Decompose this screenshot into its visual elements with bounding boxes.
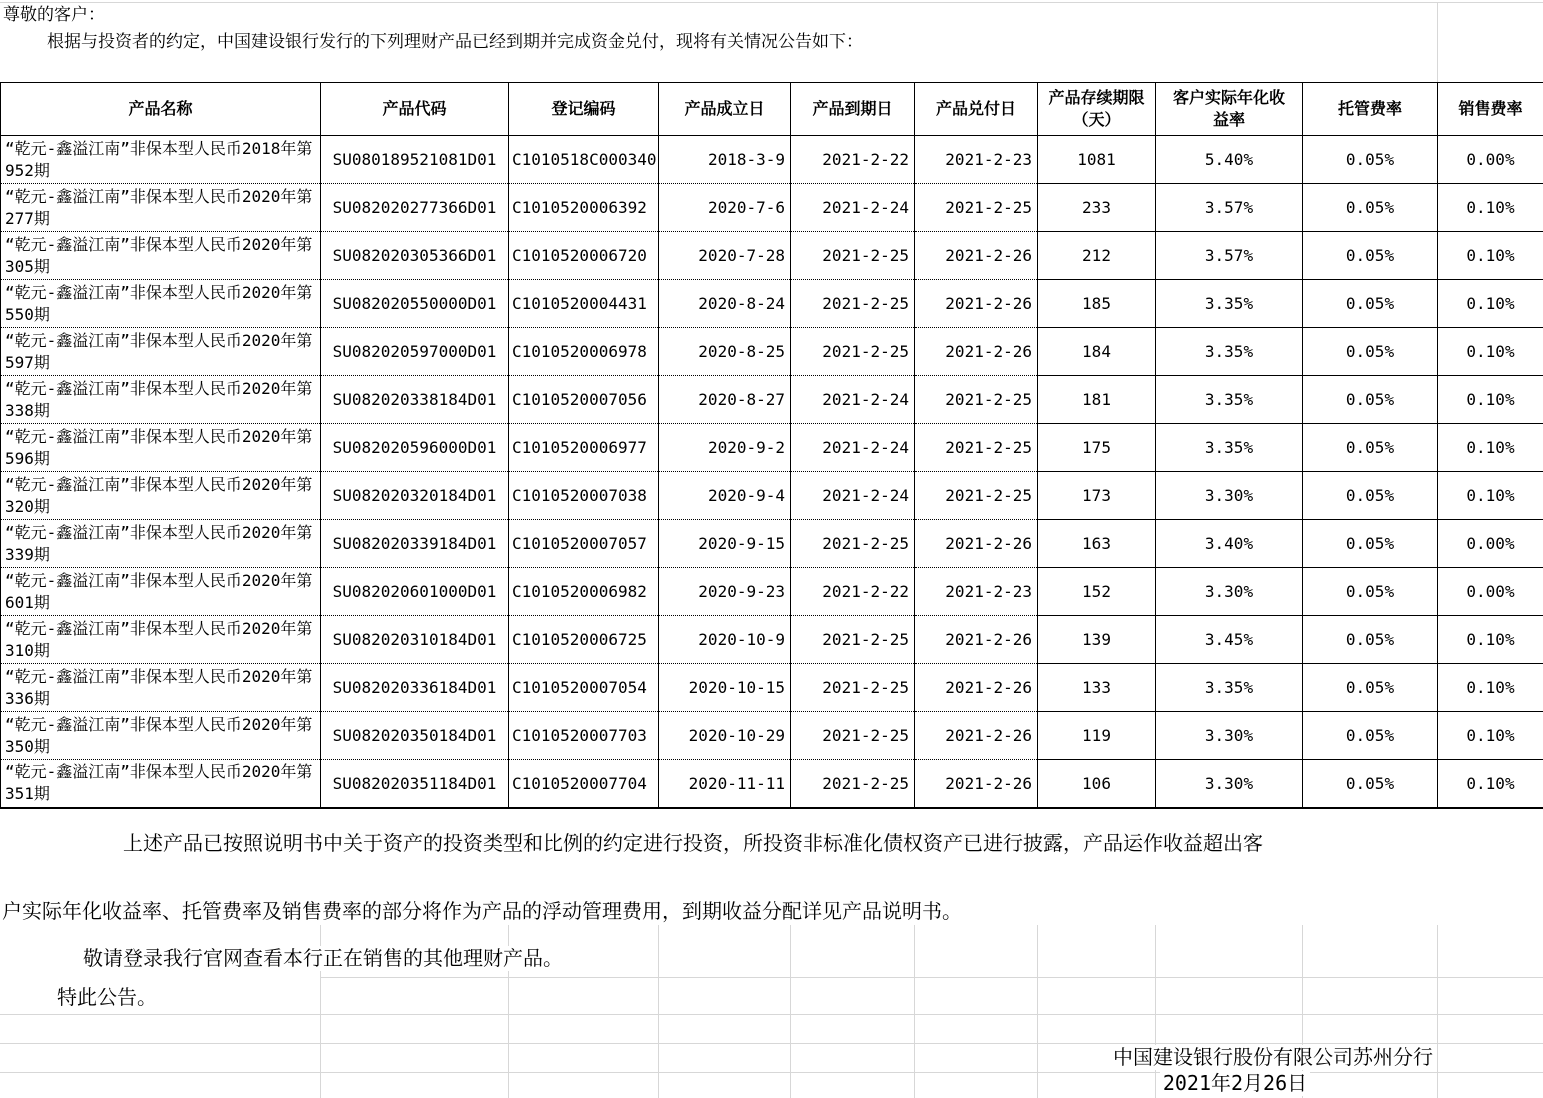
cell-yield: 3.30% <box>1156 568 1303 616</box>
cell-sales: 0.00% <box>1438 520 1543 568</box>
cell-days: 133 <box>1038 664 1156 712</box>
cell-custody: 0.05% <box>1303 136 1438 184</box>
cell-sales: 0.00% <box>1438 136 1543 184</box>
cell-reg: C1010520007057 <box>509 520 659 568</box>
cell-reg: C1010520006982 <box>509 568 659 616</box>
cell-payment: 2021-2-23 <box>915 136 1038 184</box>
cell-reg: C1010520004431 <box>509 280 659 328</box>
cell-reg: C1010518C000340 <box>509 136 659 184</box>
cell-start: 2020-9-15 <box>659 520 791 568</box>
intro-salutation: 尊敬的客户： <box>3 5 105 25</box>
cell-maturity: 2021-2-25 <box>791 520 915 568</box>
cell-sales: 0.00% <box>1438 568 1543 616</box>
issuer-signature: 中国建设银行股份有限公司苏州分行 <box>1113 1045 1433 1069</box>
footer-paragraph-1: 上述产品已按照说明书中关于资产的投资类型和比例的约定进行投资，所投资非标准化债权资产已进行披露，产品运作收益超出客 <box>123 831 1263 855</box>
cell-payment: 2021-2-23 <box>915 568 1038 616</box>
cell-name: “乾元-鑫溢江南”非保本型人民币2020年第350期 <box>1 712 321 760</box>
cell-name: “乾元-鑫溢江南”非保本型人民币2020年第305期 <box>1 232 321 280</box>
gridline <box>1437 925 1438 1098</box>
cell-start: 2020-9-2 <box>659 424 791 472</box>
cell-yield: 3.35% <box>1156 664 1303 712</box>
gridline <box>1437 2 1438 82</box>
cell-custody: 0.05% <box>1303 520 1438 568</box>
cell-days: 212 <box>1038 232 1156 280</box>
cell-code: SU082020320184D01 <box>321 472 509 520</box>
announcement-date: 2021年2月26日 <box>1160 1071 1310 1096</box>
table-row <box>1 664 1543 712</box>
cell-yield: 3.57% <box>1156 232 1303 280</box>
gridline <box>1037 925 1038 1098</box>
cell-maturity: 2021-2-24 <box>791 184 915 232</box>
cell-custody: 0.05% <box>1303 664 1438 712</box>
cell-sales: 0.10% <box>1438 616 1543 664</box>
cell-name: “乾元-鑫溢江南”非保本型人民币2018年第952期 <box>1 136 321 184</box>
cell-name: “乾元-鑫溢江南”非保本型人民币2020年第550期 <box>1 280 321 328</box>
cell-code: SU082020601000D01 <box>321 568 509 616</box>
cell-sales: 0.10% <box>1438 328 1543 376</box>
cell-reg: C1010520007054 <box>509 664 659 712</box>
cell-start: 2020-10-29 <box>659 712 791 760</box>
column-header-custody: 托管费率 <box>1303 83 1438 136</box>
column-header-reg: 登记编码 <box>509 83 659 136</box>
cell-yield: 3.35% <box>1156 280 1303 328</box>
cell-payment: 2021-2-25 <box>915 184 1038 232</box>
cell-custody: 0.05% <box>1303 232 1438 280</box>
table-row <box>1 424 1543 472</box>
cell-custody: 0.05% <box>1303 184 1438 232</box>
table-row <box>1 760 1543 808</box>
footer-paragraph-2: 户实际年化收益率、托管费率及销售费率的部分将作为产品的浮动管理费用，到期收益分配详见产品说明书。 <box>2 899 962 923</box>
cell-code: SU082020550000D01 <box>321 280 509 328</box>
products-table-grid <box>0 82 1543 809</box>
cell-code: SU082020339184D01 <box>321 520 509 568</box>
cell-yield: 3.30% <box>1156 760 1303 808</box>
gridline <box>0 2 1543 3</box>
cell-reg: C1010520007056 <box>509 376 659 424</box>
cell-yield: 3.30% <box>1156 472 1303 520</box>
cell-code: SU082020350184D01 <box>321 712 509 760</box>
cell-sales: 0.10% <box>1438 424 1543 472</box>
gridline <box>0 1014 1543 1015</box>
cell-name: “乾元-鑫溢江南”非保本型人民币2020年第277期 <box>1 184 321 232</box>
footer-paragraph-4: 特此公告。 <box>57 985 157 1009</box>
cell-start: 2020-8-27 <box>659 376 791 424</box>
cell-reg: C1010520006725 <box>509 616 659 664</box>
cell-sales: 0.10% <box>1438 664 1543 712</box>
cell-payment: 2021-2-26 <box>915 280 1038 328</box>
cell-yield: 3.35% <box>1156 376 1303 424</box>
cell-custody: 0.05% <box>1303 424 1438 472</box>
cell-maturity: 2021-2-25 <box>791 232 915 280</box>
cell-yield: 3.35% <box>1156 328 1303 376</box>
cell-start: 2020-10-15 <box>659 664 791 712</box>
cell-reg: C1010520006392 <box>509 184 659 232</box>
table-row <box>1 232 1543 280</box>
header-row <box>1 83 1543 136</box>
cell-start: 2020-9-23 <box>659 568 791 616</box>
cell-code: SU082020597000D01 <box>321 328 509 376</box>
cell-days: 163 <box>1038 520 1156 568</box>
cell-payment: 2021-2-26 <box>915 328 1038 376</box>
cell-payment: 2021-2-26 <box>915 760 1038 808</box>
cell-code: SU082020277366D01 <box>321 184 509 232</box>
cell-name: “乾元-鑫溢江南”非保本型人民币2020年第310期 <box>1 616 321 664</box>
cell-payment: 2021-2-26 <box>915 520 1038 568</box>
cell-name: “乾元-鑫溢江南”非保本型人民币2020年第339期 <box>1 520 321 568</box>
cell-code: SU082020305366D01 <box>321 232 509 280</box>
cell-start: 2020-11-11 <box>659 760 791 808</box>
cell-custody: 0.05% <box>1303 616 1438 664</box>
cell-start: 2020-10-9 <box>659 616 791 664</box>
cell-name: “乾元-鑫溢江南”非保本型人民币2020年第597期 <box>1 328 321 376</box>
cell-start: 2020-8-24 <box>659 280 791 328</box>
cell-maturity: 2021-2-25 <box>791 664 915 712</box>
cell-code: SU082020338184D01 <box>321 376 509 424</box>
cell-maturity: 2021-2-22 <box>791 568 915 616</box>
cell-custody: 0.05% <box>1303 376 1438 424</box>
table-row <box>1 280 1543 328</box>
cell-code: SU082020596000D01 <box>321 424 509 472</box>
cell-days: 106 <box>1038 760 1156 808</box>
cell-custody: 0.05% <box>1303 328 1438 376</box>
cell-yield: 5.40% <box>1156 136 1303 184</box>
products-table <box>0 82 1543 809</box>
cell-payment: 2021-2-26 <box>915 664 1038 712</box>
cell-start: 2020-9-4 <box>659 472 791 520</box>
cell-maturity: 2021-2-24 <box>791 424 915 472</box>
cell-days: 184 <box>1038 328 1156 376</box>
cell-yield: 3.40% <box>1156 520 1303 568</box>
cell-maturity: 2021-2-25 <box>791 712 915 760</box>
cell-days: 173 <box>1038 472 1156 520</box>
cell-payment: 2021-2-26 <box>915 712 1038 760</box>
cell-yield: 3.45% <box>1156 616 1303 664</box>
cell-custody: 0.05% <box>1303 472 1438 520</box>
intro-line: 根据与投资者的约定，中国建设银行发行的下列理财产品已经到期并完成资金兑付，现将有关情况公告如下： <box>47 32 863 52</box>
cell-yield: 3.30% <box>1156 712 1303 760</box>
column-header-days: 产品存续期限（天） <box>1038 83 1156 136</box>
column-header-yield: 客户实际年化收益率 <box>1156 83 1303 136</box>
cell-custody: 0.05% <box>1303 760 1438 808</box>
cell-name: “乾元-鑫溢江南”非保本型人民币2020年第336期 <box>1 664 321 712</box>
table-row <box>1 616 1543 664</box>
cell-reg: C1010520007703 <box>509 712 659 760</box>
cell-sales: 0.10% <box>1438 760 1543 808</box>
gridline <box>1155 925 1156 1098</box>
table-row <box>1 472 1543 520</box>
cell-sales: 0.10% <box>1438 184 1543 232</box>
cell-yield: 3.35% <box>1156 424 1303 472</box>
cell-yield: 3.57% <box>1156 184 1303 232</box>
column-header-sales: 销售费率 <box>1438 83 1543 136</box>
cell-maturity: 2021-2-25 <box>791 280 915 328</box>
cell-start: 2020-8-25 <box>659 328 791 376</box>
gridline <box>790 925 791 1098</box>
cell-name: “乾元-鑫溢江南”非保本型人民币2020年第601期 <box>1 568 321 616</box>
column-header-payment: 产品兑付日 <box>915 83 1038 136</box>
cell-maturity: 2021-2-25 <box>791 760 915 808</box>
cell-name: “乾元-鑫溢江南”非保本型人民币2020年第320期 <box>1 472 321 520</box>
cell-reg: C1010520007038 <box>509 472 659 520</box>
table-row <box>1 328 1543 376</box>
cell-sales: 0.10% <box>1438 472 1543 520</box>
cell-reg: C1010520007704 <box>509 760 659 808</box>
cell-sales: 0.10% <box>1438 712 1543 760</box>
table-row <box>1 568 1543 616</box>
cell-custody: 0.05% <box>1303 712 1438 760</box>
cell-maturity: 2021-2-24 <box>791 376 915 424</box>
cell-days: 139 <box>1038 616 1156 664</box>
gridline <box>0 1043 1543 1044</box>
cell-name: “乾元-鑫溢江南”非保本型人民币2020年第596期 <box>1 424 321 472</box>
cell-start: 2020-7-28 <box>659 232 791 280</box>
cell-start: 2018-3-9 <box>659 136 791 184</box>
gridline <box>320 977 1543 978</box>
cell-days: 233 <box>1038 184 1156 232</box>
gridline <box>658 925 659 1098</box>
gridline <box>0 1072 1543 1073</box>
table-row <box>1 712 1543 760</box>
cell-reg: C1010520006977 <box>509 424 659 472</box>
table-row <box>1 184 1543 232</box>
cell-days: 1081 <box>1038 136 1156 184</box>
cell-code: SU080189521081D01 <box>321 136 509 184</box>
cell-days: 185 <box>1038 280 1156 328</box>
cell-name: “乾元-鑫溢江南”非保本型人民币2020年第338期 <box>1 376 321 424</box>
cell-days: 119 <box>1038 712 1156 760</box>
cell-payment: 2021-2-25 <box>915 424 1038 472</box>
cell-maturity: 2021-2-25 <box>791 616 915 664</box>
cell-maturity: 2021-2-25 <box>791 328 915 376</box>
cell-payment: 2021-2-26 <box>915 232 1038 280</box>
cell-payment: 2021-2-25 <box>915 376 1038 424</box>
cell-custody: 0.05% <box>1303 568 1438 616</box>
cell-days: 181 <box>1038 376 1156 424</box>
table-row <box>1 136 1543 184</box>
cell-name: “乾元-鑫溢江南”非保本型人民币2020年第351期 <box>1 760 321 808</box>
column-header-start: 产品成立日 <box>659 83 791 136</box>
column-header-maturity: 产品到期日 <box>791 83 915 136</box>
column-header-name: 产品名称 <box>1 83 321 136</box>
cell-sales: 0.10% <box>1438 376 1543 424</box>
cell-days: 152 <box>1038 568 1156 616</box>
cell-payment: 2021-2-25 <box>915 472 1038 520</box>
footer-paragraph-3: 敬请登录我行官网查看本行正在销售的其他理财产品。 <box>83 946 563 970</box>
cell-reg: C1010520006720 <box>509 232 659 280</box>
cell-code: SU082020310184D01 <box>321 616 509 664</box>
cell-reg: C1010520006978 <box>509 328 659 376</box>
cell-code: SU082020336184D01 <box>321 664 509 712</box>
cell-code: SU082020351184D01 <box>321 760 509 808</box>
column-header-code: 产品代码 <box>321 83 509 136</box>
table-row <box>1 520 1543 568</box>
cell-sales: 0.10% <box>1438 280 1543 328</box>
table-row <box>1 376 1543 424</box>
cell-days: 175 <box>1038 424 1156 472</box>
gridline <box>914 925 915 1098</box>
cell-maturity: 2021-2-24 <box>791 472 915 520</box>
cell-start: 2020-7-6 <box>659 184 791 232</box>
cell-custody: 0.05% <box>1303 280 1438 328</box>
cell-payment: 2021-2-26 <box>915 616 1038 664</box>
cell-maturity: 2021-2-22 <box>791 136 915 184</box>
cell-sales: 0.10% <box>1438 232 1543 280</box>
